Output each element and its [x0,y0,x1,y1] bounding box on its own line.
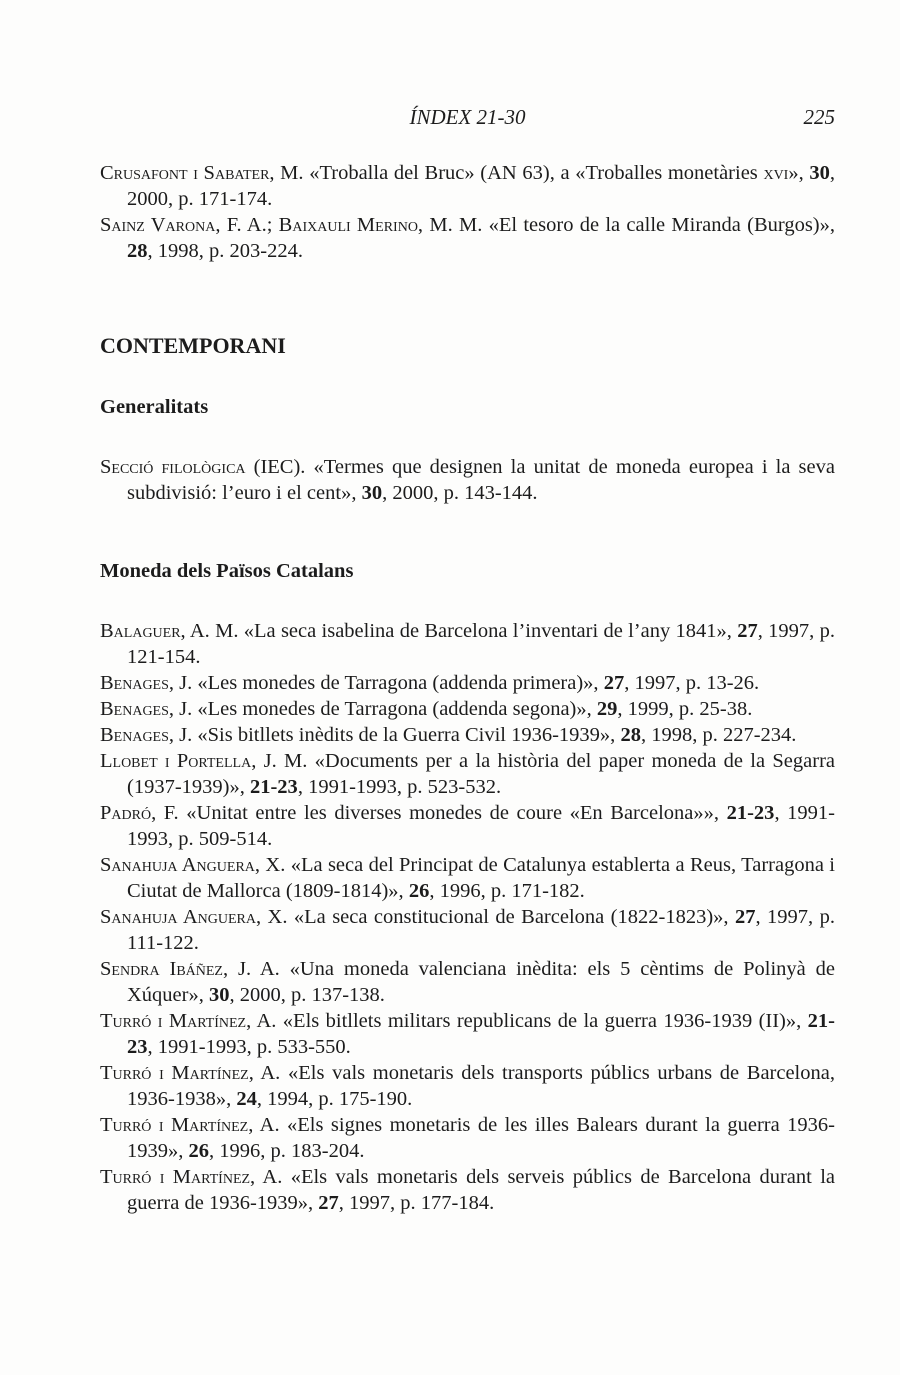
index-entry [100,1112,835,1164]
entry-title: «Les monedes de Tarragona (addenda segona)», [192,698,597,720]
entry-author: Balaguer, A. M. [100,620,239,642]
entry-title: «Els signes monetaris de les illes Balears durant la guerra 1936-1939», [127,1114,835,1162]
entry-citation: , 1997, p. 121-154. [127,620,835,668]
entry-volume: 29 [596,698,618,720]
entry-author: Padró, F. [100,802,179,824]
index-entry [100,956,835,1008]
entry-title: «La seca isabelina de Barcelona l’inventari de l’any 1841», [238,620,738,642]
entry-author: Benages, J. [100,672,193,694]
entry-volume: 21-23 [249,776,298,798]
entry-title: «Els vals monetaris dels transports públics urbans de Barcelona, 1936-1938», [127,1062,835,1110]
entry-citation: , 2000, p. 137-138. [229,984,385,1006]
index-entry [100,1008,835,1060]
index-entry [100,212,835,264]
entry-title: «El tesoro de la calle Miranda (Burgos)», [482,214,836,236]
entry-citation: , 2000, p. 171-174. [127,162,836,210]
entry-volume: 27 [737,620,758,642]
entry-title: (IEC). «Termes que designen la unitat de moneda europea i la seva subdivisió: l’euro i el cent», [127,456,835,504]
entry-volume: 27 [734,906,756,928]
subsection-heading-generalitats: Generalitats [100,396,209,418]
subsection-heading-moneda: Moneda dels Països Catalans [100,560,354,582]
index-content [100,160,835,1216]
entry-citation: , 1991-1993, p. 523-532. [297,776,502,798]
entry-author: Benages, J. [100,724,193,746]
entry-citation: , 1998, p. 227-234. [640,724,797,746]
entry-author: Benages, J. [100,698,193,720]
entry-volume: 28 [620,724,641,746]
entry-citation: , 1994, p. 175-190. [256,1088,413,1110]
entry-citation: , 1997, p. 177-184. [338,1192,495,1214]
entry-citation: , 1996, p. 171-182. [429,880,585,902]
entry-title: «Una moneda valenciana inèdita: els 5 cèntims de Polinyà de Xúquer», [127,958,835,1006]
entry-title: «Sis bitllets inèdits de la Guerra Civil 1936-1939», [192,724,621,746]
entry-author: Sanahuja Anguera, X. [100,906,288,928]
index-entry [100,454,835,506]
page-number: 225 [803,105,835,129]
entry-citation: , 1991-1993, p. 533-550. [147,1036,351,1058]
running-head-title: ÍNDEX 21-30 [409,105,526,129]
entry-author: Crusafont i Sabater, M. [100,162,304,184]
index-entry [100,696,835,722]
entry-title: «Els bitllets militars republicans de la guerra 1936-1939 (II)», [276,1010,808,1032]
entry-citation: , 1998, p. 203-224. [147,240,303,262]
entry-citation: , 1991-1993, p. 509-514. [127,802,835,850]
entry-volume: 27 [603,672,625,694]
entry-volume: 30 [809,162,830,184]
index-entry [100,904,835,956]
entry-title: «Unitat entre les diverses monedes de coure «En Barcelona»», [178,802,727,824]
entry-author: Sendra Ibáñez, J. A. [100,958,280,980]
entry-volume: 27 [318,1192,339,1214]
index-entry [100,852,835,904]
entry-author: Turró i Martínez, A. [100,1166,283,1188]
entry-volume: 26 [408,880,430,902]
index-entry [100,618,835,670]
index-entry [100,1164,835,1216]
entry-volume: 21-23 [127,1010,835,1058]
entry-volume: 26 [188,1140,209,1162]
entry-author: Secció filològica [100,456,246,478]
entry-title: «Les monedes de Tarragona (addenda primera)», [192,672,604,694]
index-entry [100,160,835,212]
entry-title-close: », [788,162,810,184]
section-heading: CONTEMPORANI [100,333,286,358]
entry-title: «Documents per a la història del paper moneda de la Segarra (1937-1939)», [127,750,835,798]
entry-title: «La seca del Principat de Catalunya establerta a Reus, Tarragona i Ciutat de Mallorca (1809-1814)», [127,854,835,902]
index-entry [100,670,835,696]
entry-title: «La seca constitucional de Barcelona (1822-1823)», [287,906,735,928]
entry-author: Turró i Martínez, A. [100,1010,277,1032]
entry-roman-century: xvi [763,162,789,184]
entry-author: Llobet i Portella, J. M. [100,750,308,772]
entry-citation: , 1997, p. 13-26. [624,672,760,694]
entry-author: Turró i Martínez, A. [100,1062,281,1084]
entry-author: Sainz Varona, F. A.; Baixauli Merino, M. M. [100,214,483,236]
entry-citation: , 1997, p. 111-122. [127,906,835,954]
entry-volume: 30 [208,984,230,1006]
index-entry [100,722,835,748]
index-entry [100,748,835,800]
entry-author: Turró i Martínez, A. [100,1114,280,1136]
entry-volume: 24 [236,1088,257,1110]
entry-title: «Els vals monetaris dels serveis públics de Barcelona durant la guerra de 1936-1939», [127,1166,835,1214]
index-entry [100,1060,835,1112]
running-head [100,105,835,135]
index-entry [100,800,835,852]
entry-volume: 28 [127,240,148,262]
entry-volume: 30 [361,482,383,504]
entry-author: Sanahuja Anguera, X. [100,854,286,876]
entry-citation: , 1999, p. 25-38. [617,698,753,720]
entry-citation: , 2000, p. 143-144. [382,482,538,504]
entry-volume: 21-23 [726,802,775,824]
entry-citation: , 1996, p. 183-204. [209,1140,365,1162]
entry-title: «Troballa del Bruc» (AN 63), a «Troballes monetàries [303,162,764,184]
